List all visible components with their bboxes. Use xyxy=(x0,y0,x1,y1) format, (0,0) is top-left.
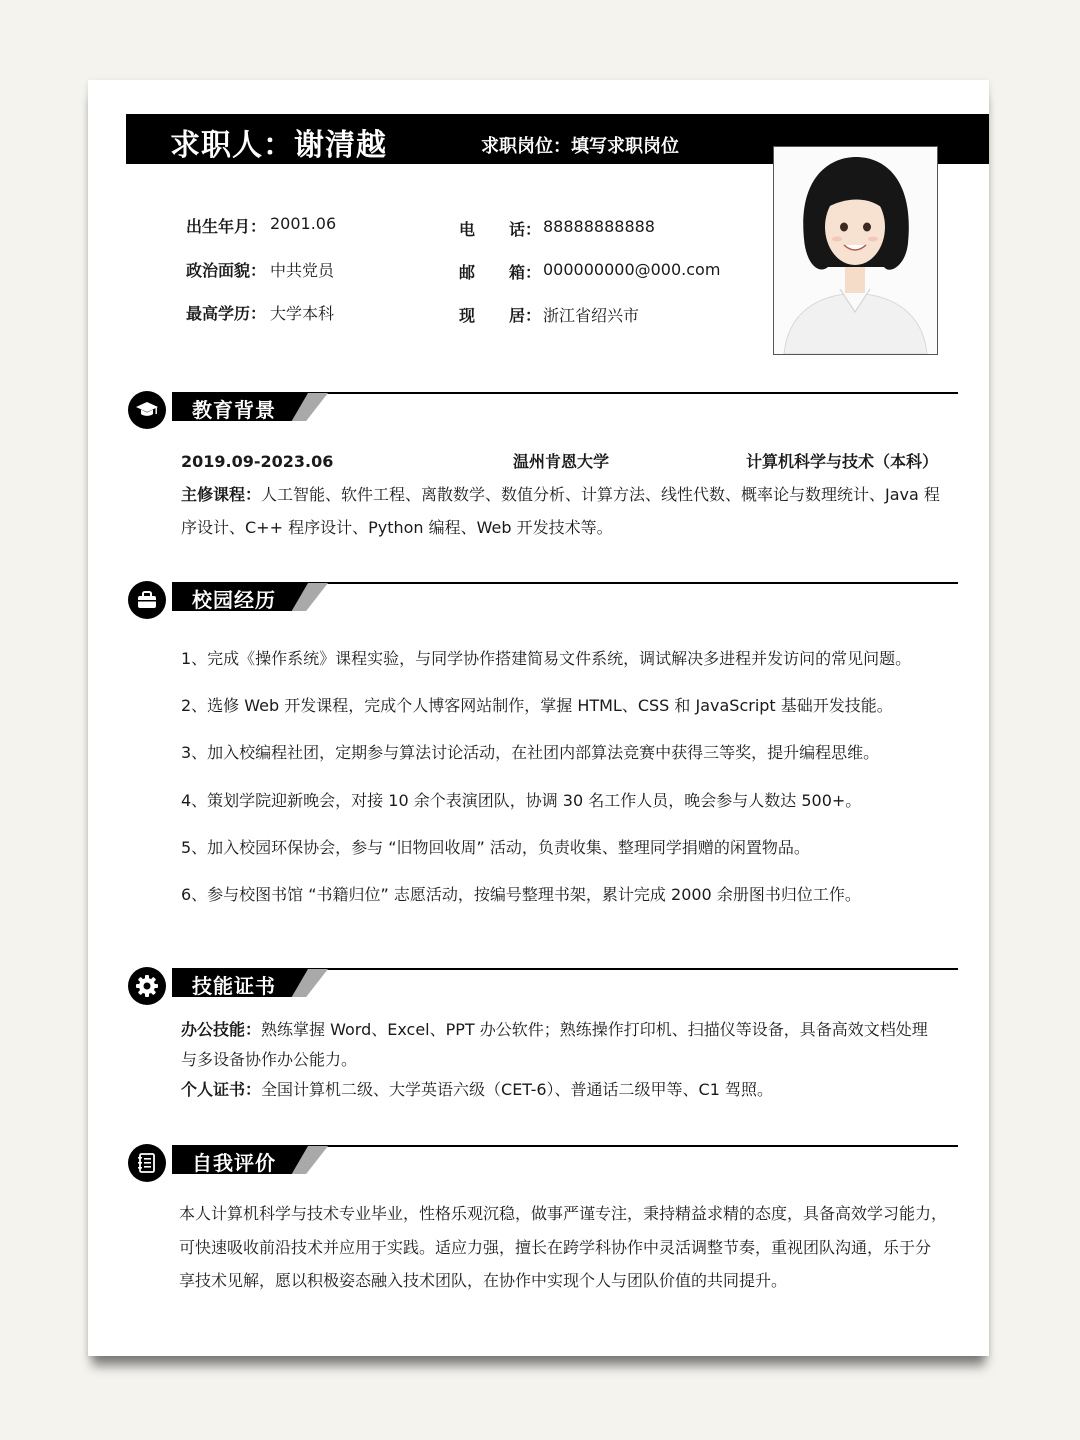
phone-label-a: 电 xyxy=(459,220,476,239)
degree-value: 大学本科 xyxy=(270,304,335,323)
campus-item-2: 2、选修 Web 开发课程，完成个人博客网站制作，掌握 HTML、CSS 和 JavaScript 基础开发技能。 xyxy=(181,696,893,715)
courses-line-2: 序设计、C++ 程序设计、Python 编程、Web 开发技术等。 xyxy=(181,518,613,537)
address-value: 浙江省绍兴市 xyxy=(543,306,640,325)
address-label-b: 居： xyxy=(509,306,542,325)
birth-label: 出生年月： xyxy=(186,217,267,236)
section-education-header xyxy=(128,391,958,431)
office-skills-label: 办公技能： xyxy=(181,1020,262,1039)
politics-value: 中共党员 xyxy=(270,261,335,280)
office-skills-line-1: 熟练掌握 Word、Excel、PPT 办公软件；熟练操作打印机、扫描仪等设备，具备高效文档处理 xyxy=(261,1020,928,1039)
birth-value: 2001.06 xyxy=(270,214,337,233)
section-self-eval-header xyxy=(128,1144,958,1184)
politics-label: 政治面貌： xyxy=(186,261,267,280)
section-title-skills: 技能证书 xyxy=(192,974,276,998)
email-label-b: 箱： xyxy=(509,263,542,282)
education-period: 2019.09-2023.06 xyxy=(181,452,334,471)
gear-icon xyxy=(128,967,166,1005)
office-skills xyxy=(181,1014,928,1046)
section-title-campus: 校园经历 xyxy=(192,588,276,612)
campus-item-5: 5、加入校园环保协会，参与 “旧物回收周” 活动，负责收集、整理同学捐赠的闲置物品。 xyxy=(181,838,810,857)
phone-label-b: 话： xyxy=(509,220,542,239)
education-school: 温州肯恩大学 xyxy=(513,452,610,471)
email-label-a: 邮 xyxy=(459,263,476,282)
section-title-education: 教育背景 xyxy=(192,398,276,422)
degree-label: 最高学历： xyxy=(186,304,267,323)
email-value: 000000000@000.com xyxy=(543,260,721,279)
job-position: 求职岗位：填写求职岗位 xyxy=(481,136,679,157)
section-title-self-eval: 自我评价 xyxy=(192,1151,276,1175)
graduation-cap-icon xyxy=(128,391,166,429)
certificates xyxy=(181,1074,773,1106)
self-eval-line-2: 可快速吸收前沿技术并应用于实践。适应力强，擅长在跨学科协作中灵活调整节奏，重视团队沟通，乐于分 xyxy=(179,1238,932,1257)
certificates-label: 个人证书： xyxy=(181,1080,262,1099)
courses-line-1: 人工智能、软件工程、离散数学、数值分析、计算方法、线性代数、概率论与数理统计、Java 程 xyxy=(261,485,940,504)
notebook-icon xyxy=(128,1144,166,1182)
applicant-name: 求职人：谢清越 xyxy=(170,128,387,163)
campus-item-4: 4、策划学院迎新晚会，对接 10 余个表演团队，协调 30 名工作人员，晚会参与人数达 500+。 xyxy=(181,791,862,810)
office-skills-line-2: 与多设备协作办公能力。 xyxy=(181,1050,358,1069)
self-eval-line-1: 本人计算机科学与技术专业毕业，性格乐观沉稳，做事严谨专注，秉持精益求精的态度，具备高效学习能力， xyxy=(179,1204,948,1223)
section-campus-header xyxy=(128,581,958,621)
resume-page xyxy=(88,80,989,1356)
education-courses xyxy=(181,479,940,511)
phone-value: 88888888888 xyxy=(543,217,655,236)
certificates-value: 全国计算机二级、大学英语六级（CET-6）、普通话二级甲等、C1 驾照。 xyxy=(261,1080,773,1099)
campus-item-1: 1、完成《操作系统》课程实验，与同学协作搭建简易文件系统，调试解决多进程并发访问的常见问题。 xyxy=(181,649,912,668)
campus-item-6: 6、参与校图书馆 “书籍归位” 志愿活动，按编号整理书架，累计完成 2000 余册图书归位工作。 xyxy=(181,885,861,904)
courses-label: 主修课程： xyxy=(181,485,262,504)
campus-item-3: 3、加入校编程社团，定期参与算法讨论活动，在社团内部算法竞赛中获得三等奖，提升编程思维。 xyxy=(181,743,880,762)
briefcase-icon xyxy=(128,581,166,619)
profile-photo xyxy=(773,146,938,355)
education-major: 计算机科学与技术（本科） xyxy=(746,452,939,471)
address-label-a: 现 xyxy=(459,306,476,325)
self-eval-line-3: 享技术见解，愿以积极姿态融入技术团队，在协作中实现个人与团队价值的共同提升。 xyxy=(179,1271,788,1290)
section-skills-header xyxy=(128,967,958,1007)
